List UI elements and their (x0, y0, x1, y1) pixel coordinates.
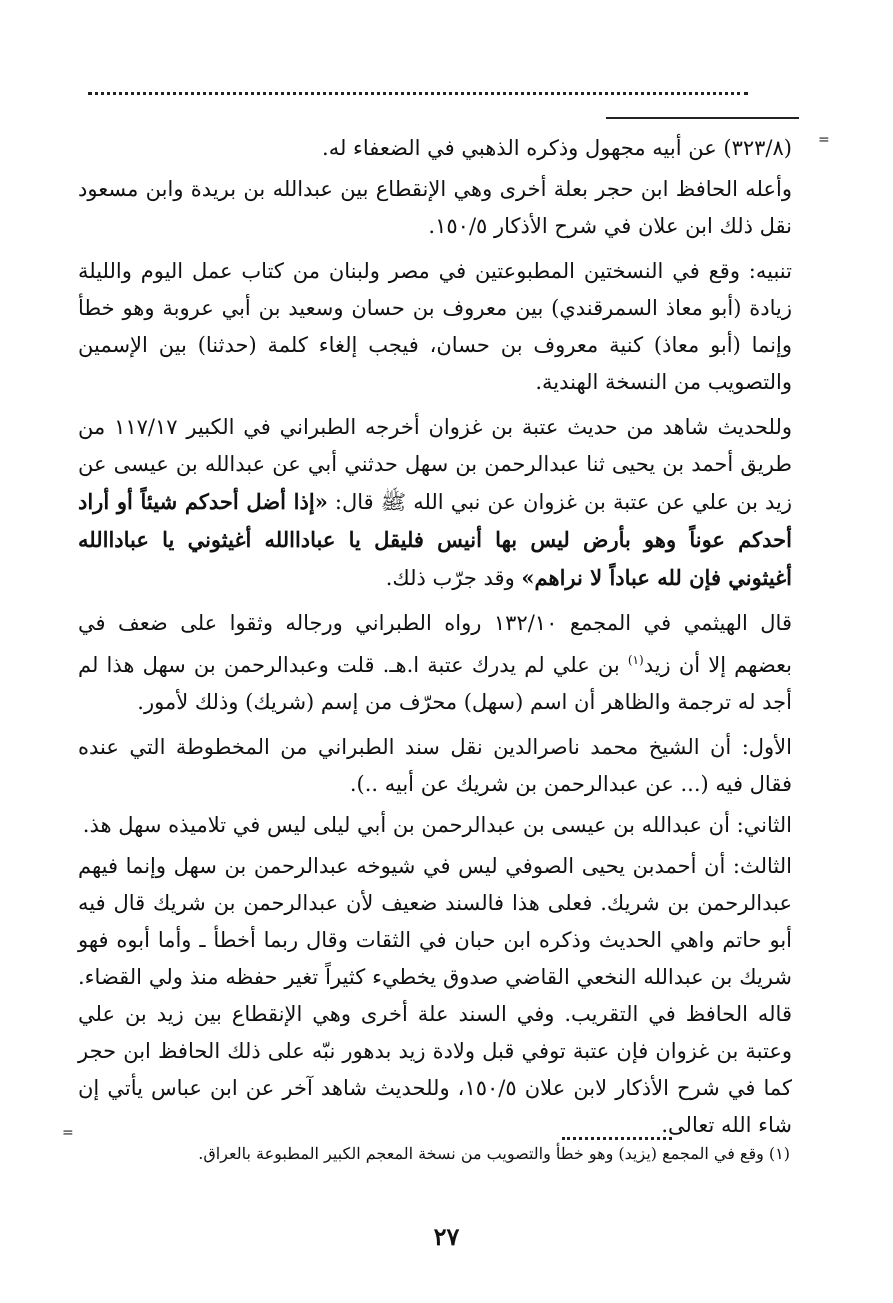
paragraph-haythami (78, 605, 792, 721)
paragraph-third: الثالث: أن أحمدبن يحيى الصوفي ليس في شيوخه عبدالرحمن بن سهل وإنما فيهم عبدالرحمن بن شريك. فعلى هذا فالسند ضعيف لأن عبدالرحمن بن شريك قال فيه أبو حاتم واهي الحديث وذكره ابن حبان في الثقات وقال ربما أخطأ ـ وأما أبوه فهو شريك بن عبدالله النخعي القاضي صدوق يخطيء كثيراً تغير حفظه منذ ولي القضاء. قاله الحافظ في التقريب. وفي السند علة أخرى وهي الإنقطاع بين زيد بن علي وعتبة بن غزوان فإن عتبة توفي قبل ولادة زيد بدهور نبّه على ذلك الحافظ ابن حجر كما في شرح الأذكار لابن علان ١٥٠/٥، وللحديث شاهد آخر عن ابن عباس يأتي إن شاء الله تعالى. (78, 854, 792, 1137)
haythami-tail: بن علي لم يدرك عتبة ا.هـ. قلت وعبدالرحمن بن سهل هذا لم أجد له ترجمة والظاهر أن اسم (سهل) محرّف من إسم (شريك) وذلك لأمور. (78, 653, 792, 714)
hadith-tail: وقد جرّب ذلك. (385, 566, 515, 590)
paragraph-first: الأول: أن الشيخ محمد ناصرالدين نقل سند الطبراني من المخطوطة التي عنده فقال فيه (... عن عبدالرحمن بن شريك عن أبيه ..). (78, 735, 792, 796)
side-mark-bottom: = (62, 1125, 74, 1141)
main-text (78, 130, 792, 1152)
footnote-separator (562, 1137, 672, 1140)
header-rule (606, 117, 799, 119)
paragraph-second: الثاني: أن عبدالله بن عيسى بن عبدالرحمن بن أبي ليلى ليس في تلاميذه سهل هذ. (82, 813, 792, 837)
paragraph-2: وأعله الحافظ ابن حجر بعلة أخرى وهي الإنقطاع بين عبدالله بن بريدة وابن مسعود نقل ذلك ابن علان في شرح الأذكار ١٥٠/٥. (78, 177, 792, 238)
paragraph-shahid (78, 409, 792, 597)
footnote: (١) وقع في المجمع (يزيد) وهو خطأ والتصويب من نسخة المعجم الكبير المطبوعة بالعراق. (198, 1144, 790, 1163)
page-number: ٢٧ (433, 1222, 460, 1251)
haythami-text: قال الهيثمي في المجمع ١٣٢/١٠ رواه الطبراني ورجاله وثقوا على ضعف في بعضهم إلا أن زيد (78, 611, 793, 677)
header-dotted-line (88, 92, 748, 95)
hadith-quote: «إذا أضل أحدكم شيئاً أو أراد أحدكم عوناً وهو بأرض ليس بها أنيس فليقل يا عباداالله أغيثوني يا عباداالله أغيثوني فإن لله عباداً لا نراهم» (78, 489, 792, 590)
footnote-ref: (١) (627, 653, 644, 667)
paragraph-1: (٣٢٣/٨) عن أبيه مجهول وذكره الذهبي في الضعفاء له. (322, 136, 792, 160)
shahid-text: وللحديث شاهد من حديث عتبة بن غزوان أخرجه الطبراني في الكبير ١١٧/١٧ من طريق أحمد بن يحيى ثنا عبدالرحمن بن سهل حدثني أبي عن عبدالله بن عيسى عن زيد بن علي عن عتبة بن غزوان عن نبي الله ﷺ قال: (78, 415, 793, 514)
side-mark-top: = (818, 132, 830, 148)
paragraph-note: تنبيه: وقع في النسختين المطبوعتين في مصر ولبنان من كتاب عمل اليوم والليلة زيادة (أبو معاذ السمرقندي) بين معروف بن حسان وسعيد بن أبي عروبة وهو خطأ وإنما (أبو معاذ) كنية معروف بن حسان، فيجب إلغاء كلمة (حدثنا) بين الإسمين والتصويب من النسخة الهندية. (78, 259, 792, 394)
